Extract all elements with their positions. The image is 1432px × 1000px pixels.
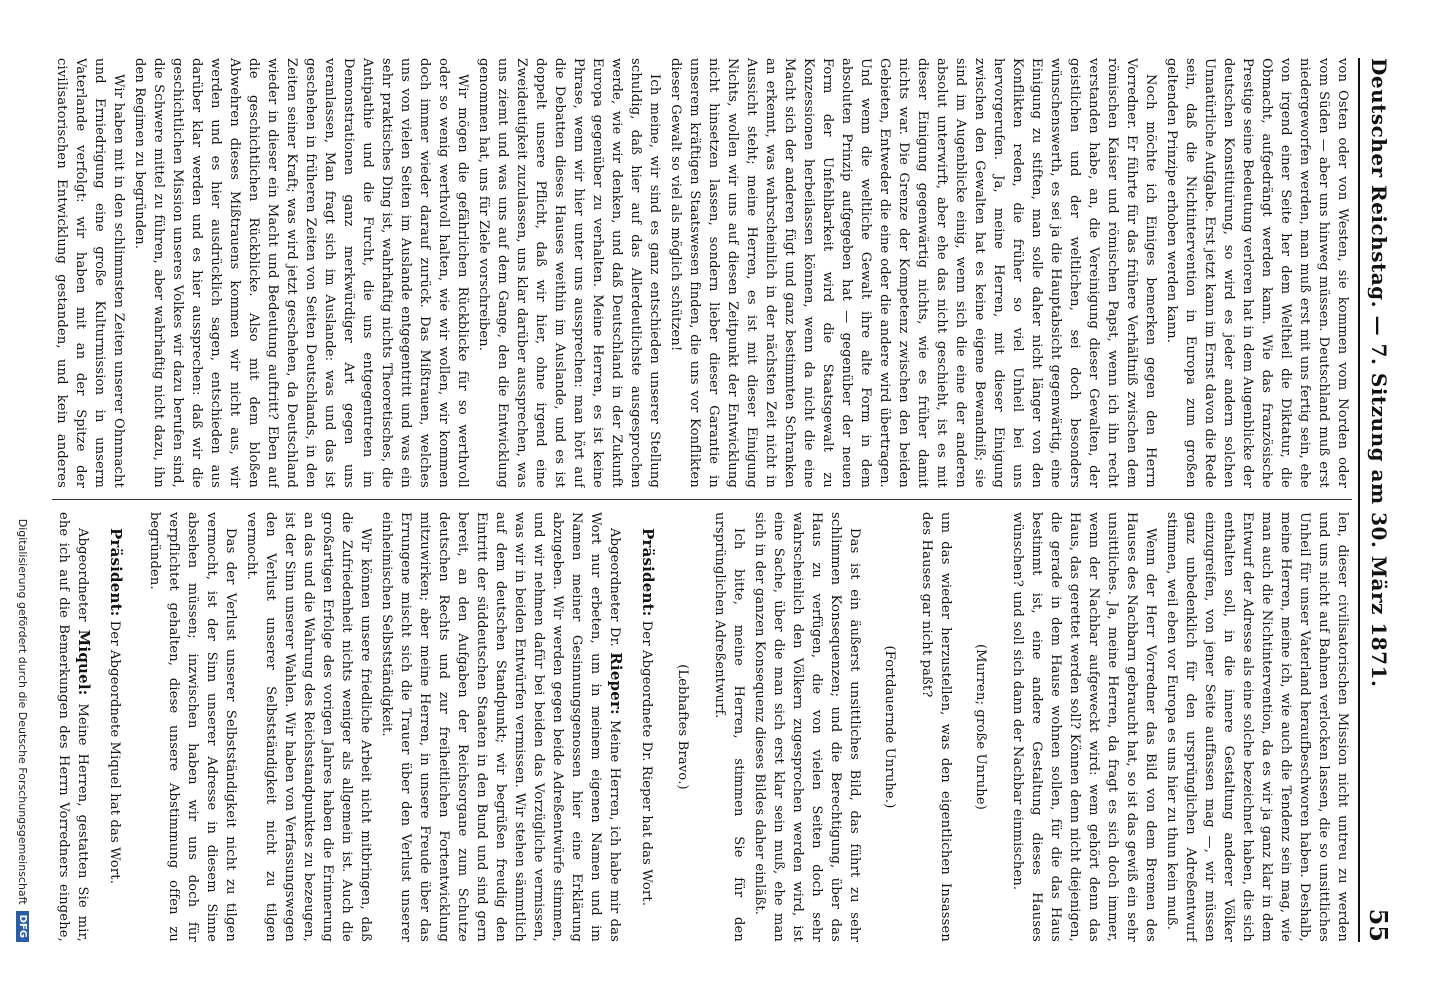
- right-paragraph-3: um das wieder herzustellen, was den eigentlichen Insassen des Hauses gar nicht paßt?: [919, 512, 953, 942]
- speaker-intro: Abgeordneter Dr.: [607, 528, 622, 647]
- spacer: [864, 512, 874, 942]
- spacer: [93, 512, 103, 942]
- right-paragraph-2: Wenn der Herr Vorredner das Bild von dem Bremen des Hauses des Nachbarn gebraucht hat, so ist das gewiß ein sehr unsittliches. Ja, meine Herren, da fragt es sich doch immer, wenn der Nachbar aufgeweckt wird: wem gehört denn das Haus, das gerettet werden soll? Können denn nicht diejenigen, die gerade in dem Hause wohnen sollen, für die das Haus bestimmt ist, eine andere Gestaltung dieses Hauses wünschen? und soll sich dann der Nachbar einmischen.: [1010, 512, 1158, 942]
- speech-rieper: [377, 512, 625, 942]
- spacer: [698, 512, 708, 942]
- president-announcement-2: [105, 512, 125, 942]
- spacer: [125, 512, 143, 942]
- left-paragraph-3: Ich meine, wir sind es ganz entschieden unserer Stellung schuldig, daß hier auf das Allerdeutlichste ausgesprochen werde, wie wir denken, und daß Deutschland in der Zukunft Europa gegenüber zu verhalten. Meine Herren, es ist keine Phrase, wenn wir hier unter uns aussprechen: man hört auf die Debatten dieses Hauses weithin im Auslande, und es ist doppelt unsere Pflicht, daß wir hier, ohne irgend eine Zweideutigkeit zuzulassen, uns klar darüber aussprechen, was uns ziemt und was uns auf dem Gange, den die Entwicklung genommen hat, uns für Ziele vorschreiben.: [476, 58, 662, 488]
- digitization-footer: [16, 58, 29, 942]
- right-paragraph-5: Ich bitte, meine Herren, stimmen Sie für den ursprünglichen Adreßentwurf.: [712, 512, 746, 942]
- interruption-murmur: (Murren; große Unruhe): [973, 643, 988, 811]
- spacer: [996, 512, 1006, 942]
- president-text: Der Abgeordnete Dr. Rieper hat das Wort.: [639, 620, 654, 907]
- interruption-bravo: (Lebhaftes Bravo.): [675, 664, 690, 790]
- speaker-intro: Abgeordneter: [75, 528, 90, 622]
- left-column: [52, 58, 1352, 488]
- running-head: [1364, 58, 1394, 942]
- speaker-name: Rieper:: [607, 652, 625, 715]
- dfg-logo: DFG: [16, 911, 29, 942]
- spacer: [955, 512, 965, 942]
- page-number: 55: [1364, 908, 1394, 942]
- right-paragraph-8: Das der Verlust unserer Selbstständigkeit nicht zu tilgen vermocht, ist der Sinn unserer Adresse in diesem Sinne absehen müssen; inzwischen haben wir uns doch für verpflichtet gehalten, diese unsere Abstimmung offen zu begründen.: [147, 512, 238, 942]
- spacer: [905, 512, 915, 942]
- speech-text: Meine Herren, gestatten Sie mir, ehe ich auf die Bemerkungen des Herrn Vorredners eingehe,: [56, 512, 90, 942]
- spacer: [657, 512, 667, 942]
- page-title: Deutscher Reichstag. — 7. Sitzung am 30. März 1871.: [1367, 58, 1391, 688]
- spacer: [625, 512, 635, 942]
- right-paragraph-4: Das ist ein äußerst unsittliches Bild, das führt zu sehr schlimmen Konsequenzen; und die Berechtigung, über das Haus zu verfügen, die von vielen Seiten doch sehr wahrscheinlich den Völkern zugesprochen werden wird, ist eine Sache, über die man sich erst klar sein muß, ehe man sich in der ganzen Konsequenz dieses Bildes daher einläßt.: [752, 512, 862, 942]
- column-divider: [52, 499, 1352, 500]
- left-paragraph-2: Noch möchte ich Einiges bemerken gegen den Herrn Vorredner. Er führte für das frühere Verhältniß zwischen dem römischen Kaiser und römischen Papst, wenn ich ihn recht verstanden habe, an, die Vereinigung dieser Gewalten, der geistlichen und der weltlichen, sei doch besonders wünschenswerth, es sei ja die Hauptabsicht gegenwärtig, eine Einigung zu stiften, man solle daher nicht länger von den Konflikten reden, die früher so viel Unheil bei uns hervorgerufen. Ja, meine Herren, mit dieser Einigung zwischen den Gewalten hat es keine eigene Bewandniß; sie sind im Augenblicke einig, wenn sich die eine der anderen absolut unterwirft, aber ehe das nicht geschieht, ist es mit dieser Einigung gegenwärtig nichts, wie es früher damit nichts war. Die Grenze der Kompetenz zwischen den beiden Gebieten, Entweder die eine oder die andere wird übertragen. Und wenn die weltliche Gewalt ihre alte Form in dem absoluten Prinzip aufgegeben hat — gegenüber der neuen Form der Unfehlbarkeit wird die Staatsgewalt zu Konzessionen herbeilassen können, wenn da nicht die eine Macht sich der anderen fügt und ganz bestimmten Schranken an erkennt, was wahrscheinlich in der nächsten Zeit nicht in Aussicht steht; meine Herren, es ist mit dieser Einigung Nichts, wollen wir uns auf diesen Zeitpunkt der Entwicklung nicht hinsetzen lassen, sondern lieber dieser Garantie in unserem kräftigen Staatswesen finden, die uns vor Konflikten dieser Gewalt so viel als möglich schützen!: [668, 58, 1158, 488]
- header-rule: [1358, 58, 1360, 942]
- president-announcement-1: [637, 512, 657, 942]
- right-paragraph-7: Wir können unsere friedliche Arbeit nicht mitbringen, daß die Zufriedenheit nichts weniger als allgemein ist. Auch die großartigen Erfolge des vorigen Jahres haben die Erinnerung an das und die Wahrung des Reichsstandpunktes zu bezeugen, ist der Sinn unserer Wahlen. Wir haben von Verfassungswegen den Verlust unserer Selbstständigkeit nicht zu tilgen vermocht.: [244, 512, 373, 942]
- speech-miquel: [52, 512, 93, 942]
- right-paragraph-1: len, dieser civilisatorischen Mission nicht untreu zu werden und uns nicht auf Bahnen verlocken lassen, die so unsittliches Unheil für unser Vaterland heraufbeschworen haben. Deshalb, meine Herren, meine ich, wie auch die Tendenz sein mag, wie man auch die Nichtintervention, da es wir ja ganz klar in dem Entwurf der Adresse als eine solche bezeichnet haben, die sich enthalten soll, in die innere Gestaltung anderer Völker einzugreifen, von jener Seite auffassen mag —, wir müssen ganz unbedenklich für den ursprünglichen Adreßentwurf stimmen, weil eben vor Europa es uns hier zu thun kein muß.: [1164, 512, 1350, 942]
- president-label: Präsident:: [107, 528, 125, 617]
- left-paragraph-4: Wir mögen die gefährlichen Rückblicke für so werthvoll oder so wenig werthvoll halten, wie wir wollen, wir kommen doch immer wieder darauf zurück. Das Mißtrauen, welches uns von vielen Seiten im Auslande entgegentritt und was ein sehr praktisches Ding ist, wahrhaftig nichts Theoretisches, die Antipathie und die Furcht, die uns entgegentreten im Demonstrationen ganz merkwürdiger Art gegen uns veranlassen, Man fragt sich im Auslande: was und das ist geschehen in früheren Zeiten von Seiten Deutschlands, in den Zeiten seiner Kraft; was wird jetzt geschehen, da Deutschland wieder in dieser ein Macht und Bedeutung auftritt? Eben auf die geschichtlichen Rückblicke. Also mit dem bloßen Abwehren dieses Mißtrauens kommen wir nicht aus, wir werden und es hier ausdrücklich sagen, entschieden aus darüber klar werden und es hier aussprechen: daß wir die geschichtlichen Mission unseres Volkes wir dazu berufen sind, die Schwere mittel zu führen, aber wahrhaftig nicht dazu, ihn den Regimen zu begründen.: [132, 58, 470, 488]
- right-column: [52, 512, 1352, 942]
- speaker-name: Miquel:: [75, 629, 93, 696]
- president-text: Der Abgeordnete Miquel hat das Wort.: [107, 620, 122, 885]
- digitization-notice: Digitalisierung gefördert durch die Deutsche Forschungsgemeinschaft: [16, 518, 29, 905]
- left-paragraph-1: von Osten oder von Westen, sie kommen vom Norden oder vom Süden — aber uns hinweg müssen. Deutschland muß erst niedergeworfen werden, man muß erst mit uns fertig sein, ehe von irgend einer Seite her dem Weltheil die Diktatur, die Obmacht, aufgedrängt werden kann. Wie das französische Prestige seine Bedeutung verloren hat in dem Augenblicke der deutschen Konstituirung, so wird es jeder andern solchen Unnatürliche Aufgabe. Erst jetzt kann im Ernst davon die Rede sein, daß die Nichtintervention in Europa zum großen geltenden Prinzipe erhoben werden kann.: [1164, 58, 1350, 488]
- interruption-continued-unrest: (Fortdauernde Unruhe.): [882, 645, 897, 809]
- left-paragraph-5: Wir haben mit in den schlimmsten Zeiten unserer Ohnmacht und Erniedrigung eine große Kulturmission in unserm Vaterlande verfolgt: wir haben mit an der Spitze der civilisatorischen Entwicklung gestanden, und kein anderes: [54, 58, 126, 488]
- president-label: Präsident:: [639, 528, 657, 617]
- speech-text: Meine Herren, ich habe mir das Wort nur erbeten, um in meinem eigenen Namen und im Namen meiner Gesinnungsgenossen hier eine Erklärung abzugeben. Wir werden gegen beide Adreßentwürfe stimmen, und wir nehmen dafür bei beiden das Vorzügliche vermissen, was wir in beiden Entwürfen vermissen. Wir stehen sämmtlich auf dem deutschen Standpunkt; wir begrüßen freudig den Eintritt der süddeutschen Staaten in den Bund und sind gern bereit, an den Aufgaben der Reichsorgane zum Schutze deutschen Rechts und zur freiheitlichen Fortentwicklung mitzuwirken; aber meine Herren, in unsere Freude über das Errungene mischt sich die Trauer über den Verlust unserer einheimischen Selbstständigkeit.: [379, 512, 622, 942]
